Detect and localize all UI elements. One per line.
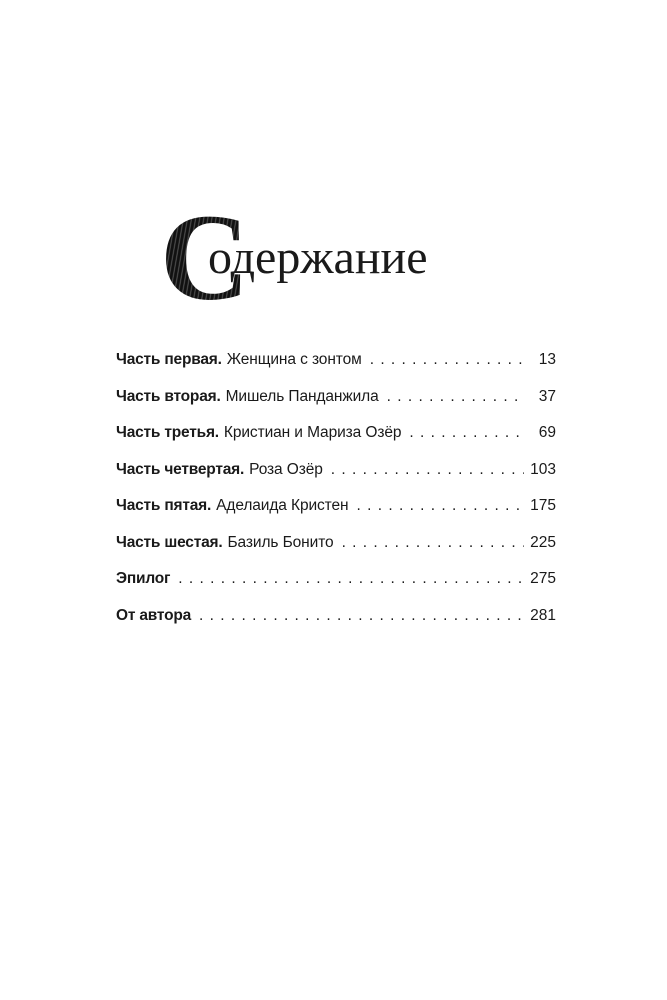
- toc-page-number: 13: [538, 351, 556, 368]
- toc-page-number: 69: [538, 424, 556, 441]
- toc-dot-leader: [331, 460, 524, 480]
- toc-title: Базиль Бонито: [227, 533, 334, 551]
- table-of-contents: [116, 350, 556, 642]
- toc-page-number: 225: [530, 533, 556, 551]
- toc-title: Мишель Панданжила: [225, 387, 379, 405]
- page-title-text: одержание: [208, 231, 428, 284]
- toc-title: Роза Озёр: [249, 460, 323, 478]
- toc-dot-leader: [370, 350, 526, 370]
- page-title: [160, 189, 520, 326]
- toc-entry-3[interactable]: [116, 423, 556, 460]
- toc-part-label: Эпилог: [116, 570, 171, 587]
- toc-dot-leader: [387, 387, 526, 407]
- toc-entry-6[interactable]: [116, 533, 556, 570]
- toc-title: Кристиан и Мариза Озёр: [223, 424, 402, 441]
- drop-cap-initial: С: [160, 189, 250, 326]
- toc-page-number: 103: [530, 460, 556, 478]
- toc-part-label: Часть первая.: [116, 351, 222, 368]
- toc-entry-1[interactable]: [116, 350, 556, 387]
- toc-page-number: 175: [530, 497, 556, 514]
- toc-dot-leader: [342, 533, 525, 553]
- toc-dot-leader: [178, 569, 524, 589]
- toc-part-label: Часть пятая.: [116, 497, 212, 514]
- toc-entry-7[interactable]: [116, 569, 556, 606]
- toc-title: Аделаида Кристен: [216, 497, 349, 514]
- toc-page-number: 275: [530, 570, 556, 587]
- toc-entry-5[interactable]: [116, 496, 556, 533]
- toc-part-label: Часть шестая.: [116, 533, 223, 551]
- toc-dot-leader: [357, 496, 525, 516]
- toc-part-label: Часть четвертая.: [116, 460, 245, 478]
- toc-part-label: Часть вторая.: [116, 387, 221, 405]
- toc-title: Женщина с зонтом: [226, 351, 362, 368]
- toc-part-label: От автора: [116, 606, 192, 624]
- toc-entry-4[interactable]: [116, 460, 556, 497]
- toc-entry-2[interactable]: [116, 387, 556, 424]
- toc-dot-leader: [409, 423, 526, 443]
- toc-page-number: 37: [538, 387, 556, 405]
- toc-entry-8[interactable]: [116, 606, 556, 643]
- toc-dot-leader: [199, 606, 524, 626]
- toc-part-label: Часть третья.: [116, 424, 219, 441]
- toc-page-number: 281: [530, 606, 556, 624]
